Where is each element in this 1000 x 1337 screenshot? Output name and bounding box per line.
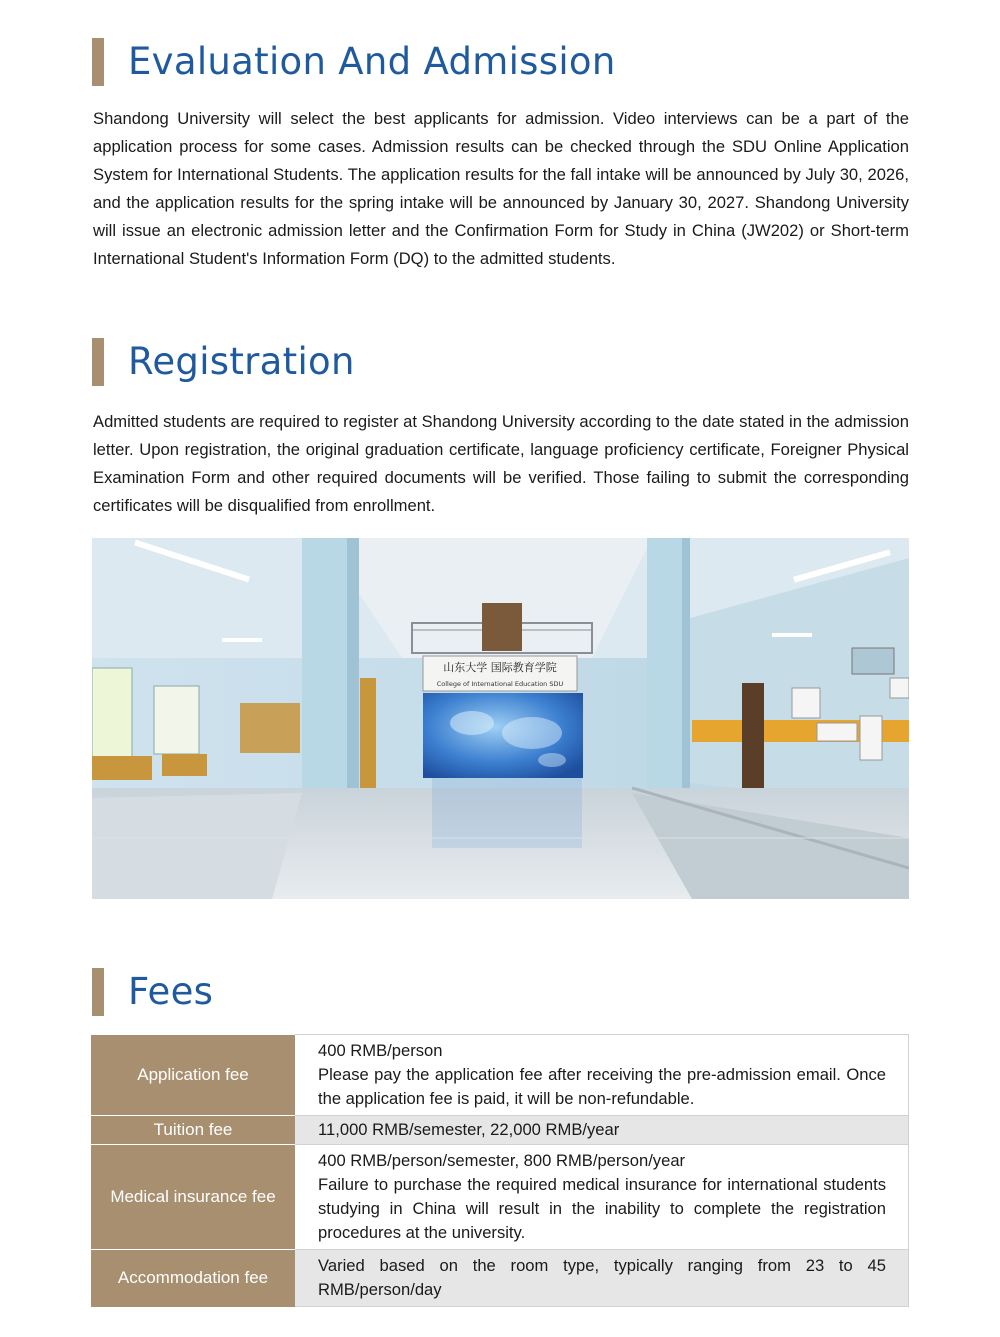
heading-accent-bar	[92, 968, 104, 1016]
sign-english-text: College of International Education SDU	[436, 680, 564, 688]
fees-table	[91, 1034, 909, 1307]
fee-note: Please pay the application fee after receiving the pre-admission email. Once the application fee is paid, it will be non-refundable.	[318, 1065, 886, 1108]
fee-label: Tuition fee	[91, 1116, 295, 1145]
fee-value	[295, 1116, 909, 1145]
fee-value	[295, 1250, 909, 1307]
fee-amount: 11,000 RMB/semester, 22,000 RMB/year	[318, 1120, 620, 1139]
hall-illustration	[92, 538, 909, 899]
evaluation-paragraph: Shandong University will select the best applicants for admission. Video interviews can be a part of the application process for some cases. Admission results can be checked through the SDU Online Application System for International Students. The application results for the fall intake will be announced by July 30, 2026, and the application results for the spring intake will be announced by January 30, 2027. Shandong University will issue an electronic admission letter and the Confirmation Form for Study in China (JW202) or Short-term International Student's Information Form (DQ) to the admitted students.	[93, 109, 909, 268]
fee-label: Medical insurance fee	[91, 1145, 295, 1250]
heading-accent-bar	[92, 38, 104, 86]
fee-amount: 400 RMB/person/semester, 800 RMB/person/year	[318, 1151, 686, 1170]
fee-row-tuition	[91, 1116, 909, 1145]
fee-label: Application fee	[91, 1035, 295, 1116]
college-hall-photo	[92, 538, 909, 899]
fee-row-medical-insurance	[91, 1145, 909, 1250]
fee-value	[295, 1145, 909, 1250]
heading-accent-bar	[92, 338, 104, 386]
fee-amount: 400 RMB/person	[318, 1041, 443, 1060]
fee-row-accommodation	[91, 1250, 909, 1307]
fee-label: Accommodation fee	[91, 1250, 295, 1307]
fee-row-application	[91, 1035, 909, 1116]
fee-value	[295, 1035, 909, 1116]
fee-amount: Varied based on the room type, typically ranging from 23 to 45 RMB/person/day	[318, 1256, 886, 1299]
section-title-registration: Registration	[128, 340, 355, 383]
section-title-fees: Fees	[128, 970, 214, 1013]
section-title-evaluation: Evaluation And Admission	[128, 40, 616, 83]
fee-note: Failure to purchase the required medical insurance for international students studying in China will result in the inability to complete the registration procedures at the university.	[318, 1175, 886, 1242]
registration-paragraph: Admitted students are required to register at Shandong University according to the date stated in the admission letter. Upon registration, the original graduation certificate, language proficiency certificate, Foreigner Physical Examination Form and other required documents will be verified. Those failing to submit the corresponding certificates will be disqualified from enrollment.	[93, 412, 909, 515]
sign-chinese-text: 山东大学 国际教育学院	[443, 661, 557, 674]
